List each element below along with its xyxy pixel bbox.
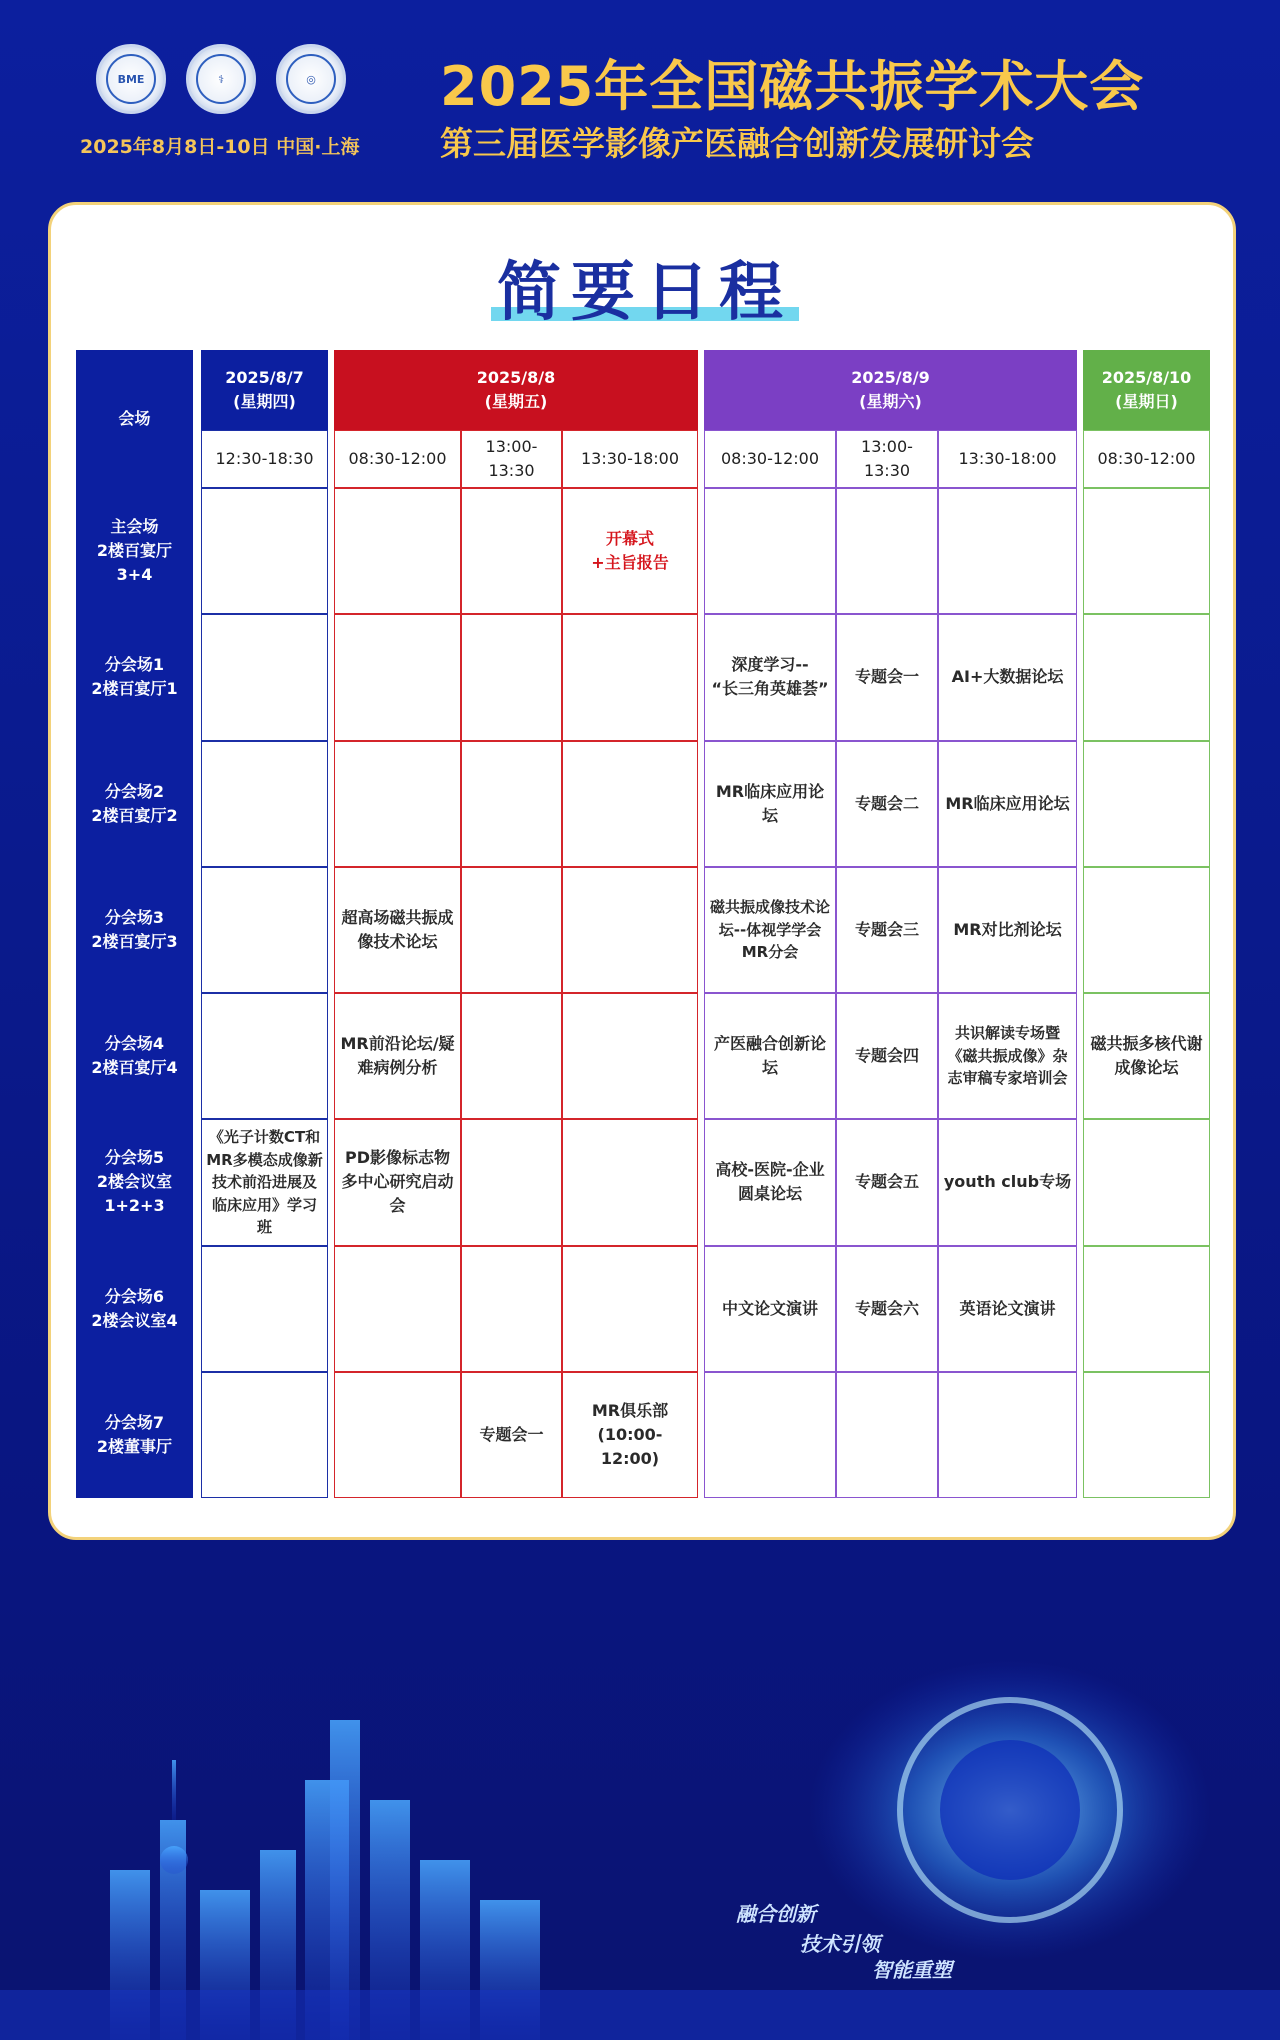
session-cell xyxy=(938,1119,1077,1245)
venue-room: 2楼百宴厅2 xyxy=(91,805,178,825)
empty-cell xyxy=(201,1372,328,1498)
bme-logo xyxy=(96,44,166,114)
venue-label xyxy=(76,1246,193,1372)
session-title: 中文论文演讲 xyxy=(721,1298,818,1318)
empty-cell xyxy=(1083,488,1210,614)
session-title: 高校-医院-企业圆桌论坛 xyxy=(715,1160,825,1204)
society-logo-emblem: ⚕ xyxy=(196,54,246,104)
day-weekday: (星期四) xyxy=(233,392,296,411)
day-date: 2025/8/9 xyxy=(851,368,930,387)
session-title: PD影像标志物多中心研究启动会 xyxy=(341,1148,454,1216)
session-title: MR对比剂论坛 xyxy=(953,919,1062,939)
venue-label xyxy=(76,741,193,867)
city-skyline-decoration xyxy=(0,1560,1280,2040)
venue-room: 2楼会议室4 xyxy=(91,1310,178,1330)
session-title: 磁共振成像技术论坛--体视学学会MR分会 xyxy=(709,898,830,962)
venue-room: 2楼百宴厅3 xyxy=(91,931,178,951)
venue-room: 2楼百宴厅 xyxy=(96,541,173,561)
session-cell xyxy=(704,993,836,1119)
session-title: 超高场磁共振成像技术论坛 xyxy=(341,907,454,951)
session-title: youth club专场 xyxy=(943,1172,1072,1192)
session-cell xyxy=(334,1119,461,1245)
venue-name: 分会场3 xyxy=(104,907,165,927)
session-title: 深度学习-- “长三角英雄荟” xyxy=(711,655,829,699)
venue-name: 分会场1 xyxy=(104,655,165,675)
empty-cell xyxy=(461,1246,562,1372)
empty-cell xyxy=(562,1119,698,1245)
association-logo xyxy=(276,44,346,114)
day-header xyxy=(334,350,698,430)
slogan-3: 智能重塑 xyxy=(872,1958,952,1982)
venue-room: 2楼百宴厅4 xyxy=(91,1058,178,1078)
venue-room: 2楼百宴厅1 xyxy=(91,679,178,699)
venue-name: 主会场 xyxy=(110,517,159,537)
empty-cell xyxy=(704,1372,836,1498)
session-cell xyxy=(938,993,1077,1119)
schedule-table xyxy=(76,350,1210,1498)
session-cell xyxy=(836,614,938,740)
day-header xyxy=(704,350,1077,430)
session-cell xyxy=(938,867,1077,993)
association-logo-emblem: ◎ xyxy=(286,54,336,104)
empty-cell xyxy=(1083,1372,1210,1498)
session-cell xyxy=(938,741,1077,867)
session-title: 专题会二 xyxy=(854,793,919,813)
session-title: 《光子计数CT和MR多模态成像新技术前沿进展及临床应用》学习班 xyxy=(206,1128,323,1237)
empty-cell xyxy=(562,614,698,740)
empty-cell xyxy=(1083,741,1210,867)
conference-title: 2025年全国磁共振学术大会 xyxy=(440,55,1145,118)
slogan-1: 融合创新 xyxy=(736,1902,816,1926)
session-title: MR临床应用论坛 xyxy=(715,781,825,825)
slogan-2: 技术引领 xyxy=(800,1932,880,1956)
logo-group xyxy=(96,44,346,114)
day-date: 2025/8/8 xyxy=(476,368,556,387)
venue-label xyxy=(76,1119,193,1245)
session-cell xyxy=(836,1246,938,1372)
session-cell xyxy=(704,1246,836,1372)
empty-cell xyxy=(334,614,461,740)
day-date: 2025/8/7 xyxy=(225,368,304,387)
empty-cell xyxy=(461,488,562,614)
empty-cell xyxy=(562,1246,698,1372)
empty-cell xyxy=(1083,867,1210,993)
session-cell xyxy=(938,1246,1077,1372)
empty-cell xyxy=(334,488,461,614)
empty-cell xyxy=(1083,614,1210,740)
session-cell xyxy=(938,614,1077,740)
session-title: 专题会四 xyxy=(854,1046,919,1066)
empty-cell xyxy=(562,993,698,1119)
venue-label xyxy=(76,1372,193,1498)
empty-cell xyxy=(461,741,562,867)
empty-cell xyxy=(201,614,328,740)
venue-room2: 1+2+3 xyxy=(104,1196,165,1216)
session-cell xyxy=(704,614,836,740)
session-title: MR临床应用论坛 xyxy=(945,793,1070,813)
empty-cell xyxy=(836,488,938,614)
session-cell xyxy=(836,741,938,867)
empty-cell xyxy=(562,741,698,867)
session-title: 专题会一 xyxy=(854,667,919,687)
venue-label xyxy=(76,993,193,1119)
session-cell xyxy=(836,867,938,993)
session-title: 共识解读专场暨《磁共振成像》杂志审稿专家培训会 xyxy=(947,1024,1068,1088)
session-title: 开幕式 +主旨报告 xyxy=(591,529,669,573)
day-date: 2025/8/10 xyxy=(1101,368,1192,387)
event-date-place: 2025年8月8日-10日 中国·上海 xyxy=(80,136,360,158)
time-slot: 13:30-18:00 xyxy=(562,430,698,488)
day-header xyxy=(1083,350,1210,430)
session-cell xyxy=(334,867,461,993)
session-title: MR俱乐部 (10:00- 12:00) xyxy=(591,1400,669,1468)
empty-cell xyxy=(201,993,328,1119)
empty-cell xyxy=(1083,1119,1210,1245)
empty-cell xyxy=(562,867,698,993)
header xyxy=(0,0,1280,200)
day-header xyxy=(201,350,328,430)
session-cell xyxy=(201,1119,328,1245)
venue-name: 分会场5 xyxy=(104,1148,165,1168)
empty-cell xyxy=(334,1372,461,1498)
empty-cell xyxy=(201,1246,328,1372)
time-slot: 08:30-12:00 xyxy=(1083,430,1210,488)
venue-label xyxy=(76,488,193,614)
session-title: 专题会三 xyxy=(854,919,919,939)
venue-room: 2楼会议室 xyxy=(96,1172,173,1192)
conference-subtitle: 第三届医学影像产医融合创新发展研讨会 xyxy=(440,124,1034,163)
time-slot: 08:30-12:00 xyxy=(334,430,461,488)
empty-cell xyxy=(938,1372,1077,1498)
session-title: 英语论文演讲 xyxy=(959,1298,1056,1318)
session-title: 专题会五 xyxy=(854,1172,919,1192)
empty-cell xyxy=(201,741,328,867)
session-cell xyxy=(334,993,461,1119)
venue-name: 分会场6 xyxy=(104,1286,165,1306)
empty-cell xyxy=(461,614,562,740)
session-cell xyxy=(836,1119,938,1245)
empty-cell xyxy=(201,488,328,614)
empty-cell xyxy=(461,1119,562,1245)
session-title: MR前沿论坛/疑难病例分析 xyxy=(340,1034,455,1078)
session-title: AI+大数据论坛 xyxy=(951,667,1064,687)
day-weekday: (星期五) xyxy=(484,392,548,411)
venue-name: 分会场7 xyxy=(104,1412,165,1432)
time-slot: 13:30-18:00 xyxy=(938,430,1077,488)
session-title: 专题会六 xyxy=(854,1298,919,1318)
venue-label xyxy=(76,614,193,740)
venue-room2: 3+4 xyxy=(116,565,153,585)
session-title: 产医融合创新论坛 xyxy=(713,1034,826,1078)
society-logo xyxy=(186,44,256,114)
empty-cell xyxy=(334,741,461,867)
empty-cell xyxy=(1083,1246,1210,1372)
empty-cell xyxy=(334,1246,461,1372)
time-slot: 13:00-13:30 xyxy=(461,430,562,488)
session-cell xyxy=(562,488,698,614)
schedule-title: 简要日程 xyxy=(497,256,793,330)
session-cell xyxy=(461,1372,562,1498)
venue-label xyxy=(76,867,193,993)
empty-cell xyxy=(201,867,328,993)
time-slot: 08:30-12:00 xyxy=(704,430,836,488)
time-slot: 13:00-13:30 xyxy=(836,430,938,488)
time-slot: 12:30-18:30 xyxy=(201,430,328,488)
empty-cell xyxy=(938,488,1077,614)
session-cell xyxy=(704,867,836,993)
venue-header: 会场 xyxy=(76,350,193,488)
empty-cell xyxy=(461,867,562,993)
bme-logo-text: BME xyxy=(106,54,156,104)
day-weekday: (星期六) xyxy=(859,392,922,411)
venue-name: 分会场2 xyxy=(104,781,165,801)
session-title: 专题会一 xyxy=(479,1424,544,1444)
session-cell xyxy=(704,741,836,867)
empty-cell xyxy=(704,488,836,614)
session-cell xyxy=(1083,993,1210,1119)
empty-cell xyxy=(461,993,562,1119)
empty-cell xyxy=(836,1372,938,1498)
venue-name: 分会场4 xyxy=(104,1034,165,1054)
session-cell xyxy=(836,993,938,1119)
session-cell xyxy=(562,1372,698,1498)
venue-room: 2楼董事厅 xyxy=(96,1436,173,1456)
session-cell xyxy=(704,1119,836,1245)
session-title: 磁共振多核代谢成像论坛 xyxy=(1090,1034,1203,1078)
day-weekday: (星期日) xyxy=(1115,392,1178,411)
